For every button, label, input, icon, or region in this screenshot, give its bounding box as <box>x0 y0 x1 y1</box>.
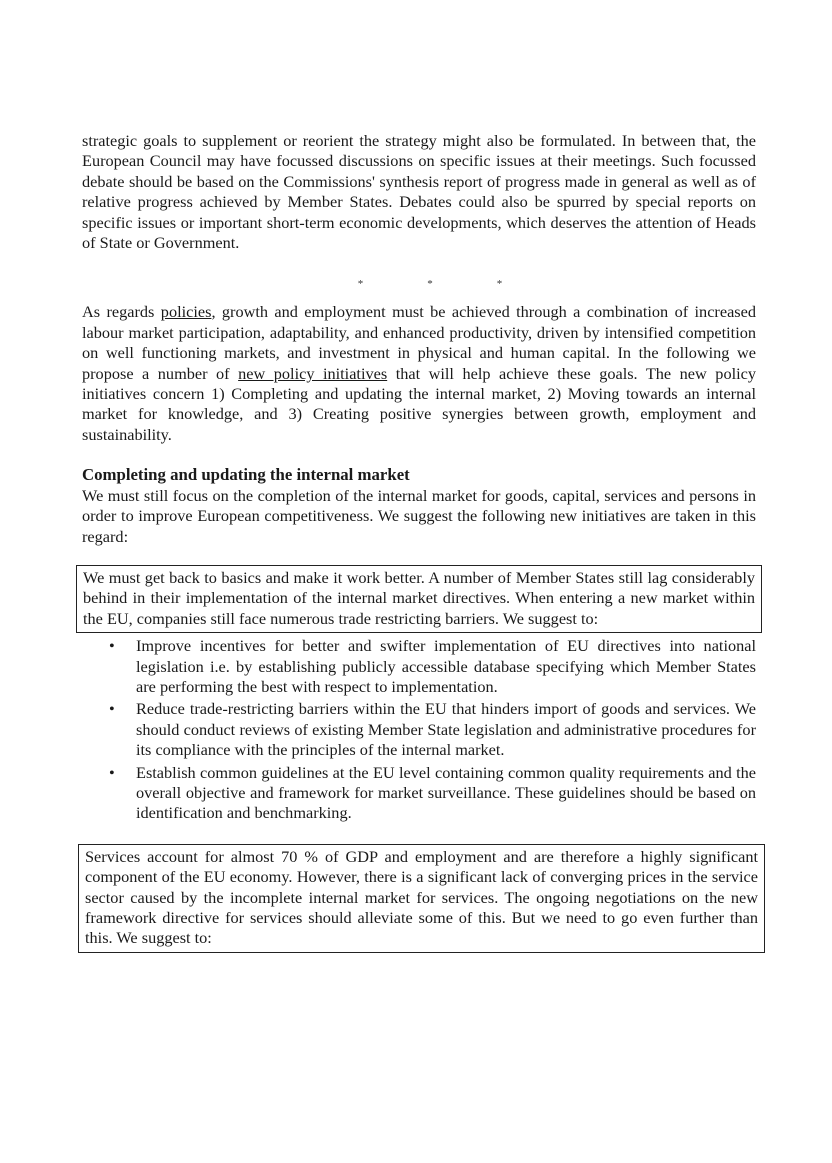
section-intro: We must still focus on the completion of the internal market for goods, capital, services and persons in order to improve European competitiveness. We suggest the following new initiatives are taken in this regard: <box>82 485 756 546</box>
section-separator <box>82 274 756 294</box>
boxed-paragraph: Services account for almost 70 % of GDP and employment and are therefore a highly significant component of the EU economy. However, there is a significant lack of converging prices in the service sector caused by the incomplete internal market for services. The ongoing negotiations on the new framework directive for services should alleviate some of this. But we need to go even further than this. We suggest to: <box>85 846 758 948</box>
underlined-policies: policies <box>160 302 212 322</box>
boxed-text-basics <box>76 565 762 633</box>
paragraph-strategic-goals: strategic goals to supplement or reorient the strategy might also be formulated. In between that, the European Council may have focussed discussions on specific issues at their meetings. Such focussed debate should be based on the Commissions' synthesis report of progress made in general as well as of relative progress achieved by Member States. Debates could also be spurred by special reports on specific issues or important short-term economic developments, which deserves the attention of Heads of State or Government. <box>82 131 756 253</box>
separator-asterisk: * <box>357 278 364 291</box>
document-page <box>82 131 756 953</box>
bullet-list <box>82 636 756 824</box>
boxed-text-services <box>78 844 765 953</box>
list-item: • Reduce trade-restricting barriers within the EU that hinders import of goods and services. We should conduct reviews of existing Member State legislation and administrative procedures for its compliance with the principles of the internal market. <box>136 699 756 760</box>
underlined-new-policy-initiatives: new policy initiatives <box>238 363 388 383</box>
paragraph-policies <box>82 302 756 445</box>
section-heading: Completing and updating the internal market <box>82 465 410 485</box>
separator-asterisk: * <box>427 278 433 291</box>
text-segment: that will help achieve these goals. The new policy initiatives concern 1) Completing and updating the internal market, 2) Moving towards an internal market for knowledge, and 3) Creating positive synergies between growth, employment and sustainability. <box>82 363 756 444</box>
text-segment: , growth and employment must be achieved through a combination of increased labour market participation, adaptability, and enhanced productivity, driven by intensified competition on well functioning markets, and investment in physical and human capital. In the following we propose a number of <box>82 302 756 383</box>
boxed-paragraph: We must get back to basics and make it work better. A number of Member States still lag considerably behind in their implementation of the internal market directives. When entering a new market within the EU, companies still face numerous trade restricting barriers. We suggest to: <box>83 567 755 628</box>
separator-asterisk: * <box>496 278 503 291</box>
list-item: • Establish common guidelines at the EU level containing common quality requirements and the overall objective and framework for market surveillance. These guidelines should be based on identification and benchmarking. <box>136 763 756 824</box>
list-item: • Improve incentives for better and swifter implementation of EU directives into national legislation i.e. by establishing publicly accessible database specifying which Member States are performing the best with respect to implementation. <box>136 636 756 697</box>
text-segment: As regards <box>82 302 161 322</box>
